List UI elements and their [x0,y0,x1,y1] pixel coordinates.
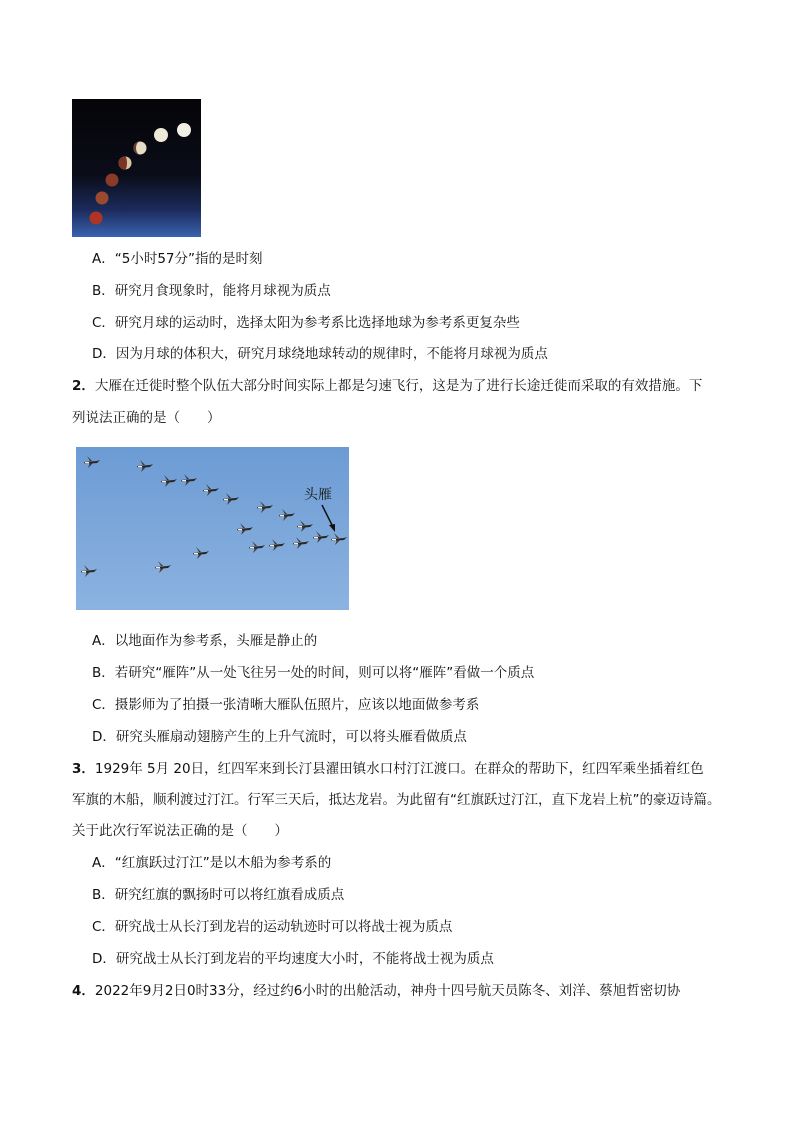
geese-formation-photo [76,447,349,610]
lead-goose-label: 头雁 [304,487,332,503]
q3-stem-line1: 3．1929年 5月 20日，红四军来到长汀县濯田镇水口村汀江渡口。在群众的帮助下，红四军乘坐插着红色 [72,761,704,777]
q3-stem-line3: 关于此次行军说法正确的是（ ） [72,823,288,839]
lunar-eclipse-photo [72,99,201,237]
q2-option-c: C．摄影师为了拍摄一张清晰大雁队伍照片，应该以地面做参考系 [92,697,480,713]
q2-option-d: D．研究头雁扇动翅膀产生的上升气流时，可以将头雁看做质点 [92,729,467,745]
q3-option-c: C．研究战士从长汀到龙岩的运动轨迹时可以将战士视为质点 [92,919,453,935]
q3-option-d: D．研究战士从长汀到龙岩的平均速度大小时，不能将战士视为质点 [92,951,494,967]
q2-option-b: B．若研究“雁阵”从一处飞往另一处的时间，则可以将“雁阵”看做一个质点 [92,665,535,681]
q3-option-a: A．“红旗跃过汀江”是以木船为参考系的 [92,855,332,871]
q1-option-b: B．研究月食现象时，能将月球视为质点 [92,283,331,299]
q1-option-c: C．研究月球的运动时，选择太阳为参考系比选择地球为参考系更复杂些 [92,315,520,331]
q3-number: 3． [72,761,95,777]
q2-option-a: A．以地面作为参考系，头雁是静止的 [92,633,318,649]
q2-stem-line1: 2．大雁在迁徙时整个队伍大部分时间实际上都是匀速飞行，这是为了进行长途迁徙而采取的有效措施。下 [72,378,703,394]
q1-option-d: D．因为月球的体积大，研究月球绕地球转动的规律时，不能将月球视为质点 [92,346,548,362]
q3-stem-line2: 军旗的木船，顺利渡过汀江。行军三天后，抵达龙岩。为此留有“红旗跃过汀江，直下龙岩上杭”的豪迈诗篇。 [72,792,721,808]
q4-stem-line1: 4．2022年9月2日0时33分，经过约6小时的出舱活动，神舟十四号航天员陈冬、刘洋、蔡旭哲密切协 [72,983,681,999]
q3-option-b: B．研究红旗的飘扬时可以将红旗看成质点 [92,887,345,903]
q2-number: 2． [72,378,95,394]
q1-option-a: A．“5小时57分”指的是时刻 [92,251,263,267]
q2-stem-line2: 列说法正确的是（ ） [72,410,221,426]
q4-number: 4． [72,983,95,999]
